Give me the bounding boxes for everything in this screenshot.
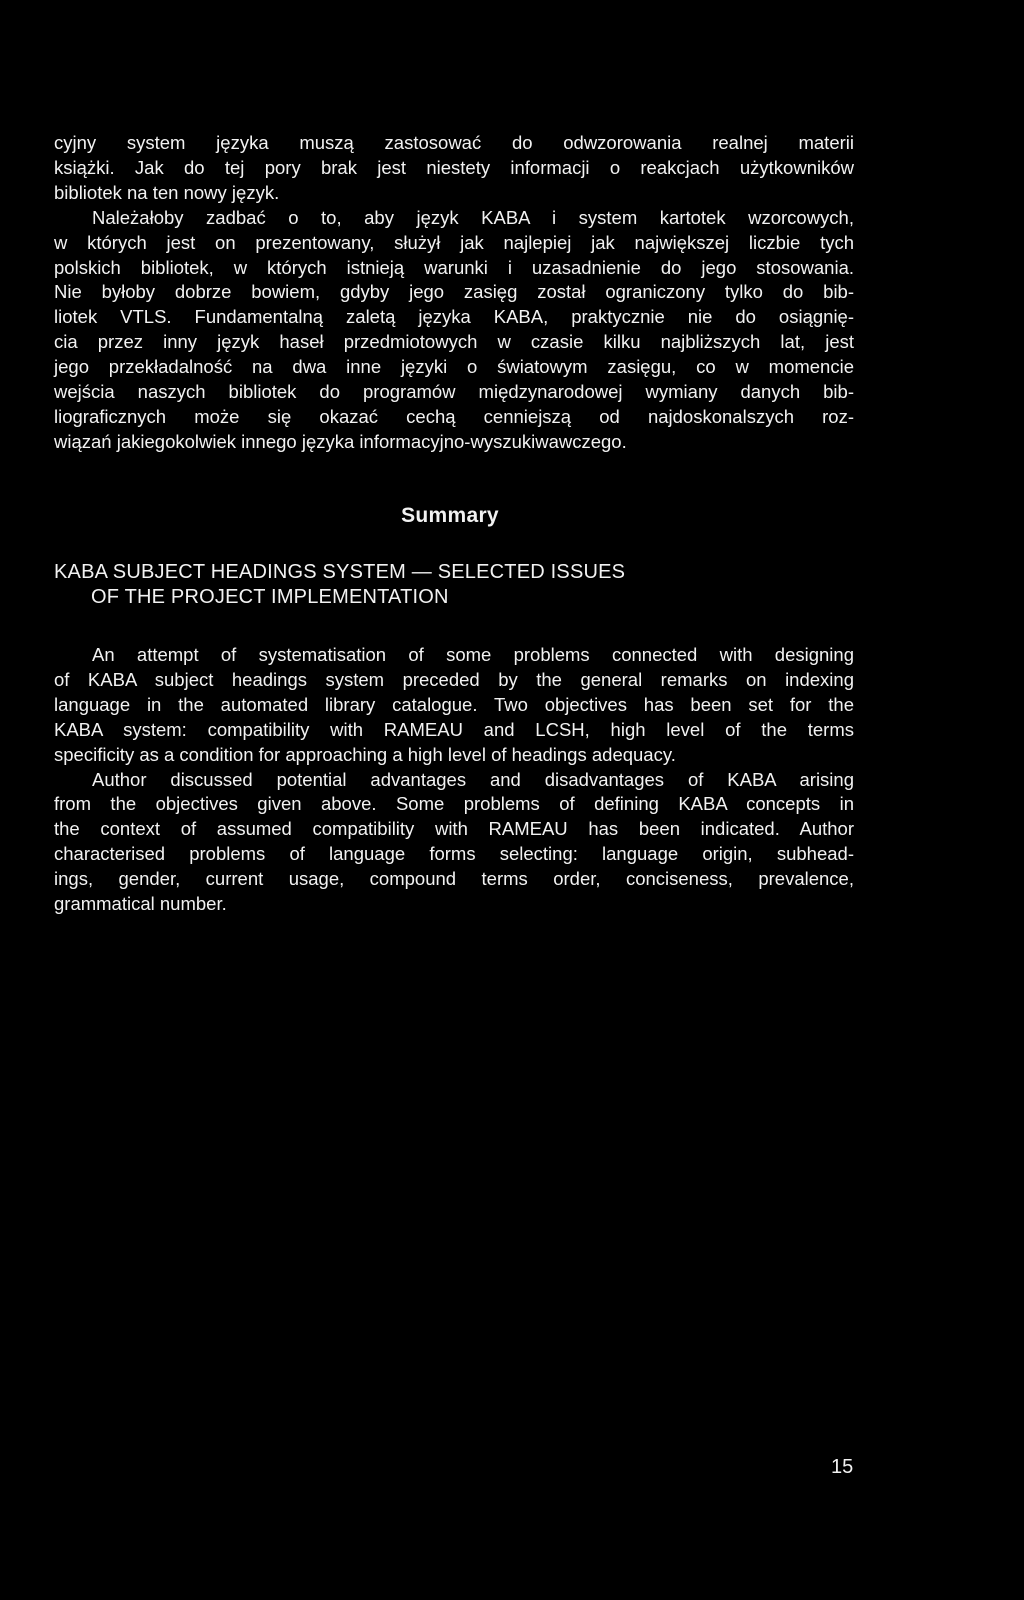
summary-body-text: [54, 643, 854, 917]
text-line: wiązań jakiegokolwiek innego języka informacyjno-wyszukiwawczego.: [54, 430, 627, 452]
text-line: KABA system: compatibility with RAMEAU and LCSH, high level of the terms: [54, 718, 854, 740]
summary-title-line-2: OF THE PROJECT IMPLEMENTATION: [91, 586, 449, 608]
text-line: grammatical number.: [54, 893, 227, 915]
text-line: liotek VTLS. Fundamentalną zaletą języka KABA, praktycznie nie do osiągnię-: [54, 306, 854, 328]
text-line: of KABA subject headings system preceded by the general remarks on indexing: [54, 668, 854, 690]
text-line: książki. Jak do tej pory brak jest niestety informacji o reakcjach użytkowników: [54, 156, 854, 178]
text-line: wejścia naszych bibliotek do programów międzynarodowej wymiany danych bib-: [54, 381, 854, 403]
text-line: ings, gender, current usage, compound terms order, conciseness, prevalence,: [54, 868, 854, 890]
text-line: characterised problems of language forms selecting: language origin, subhead-: [54, 843, 854, 865]
text-line: cyjny system języka muszą zastosować do odwzorowania realnej materii: [54, 132, 854, 153]
text-line: jego przekładalność na dwa inne języki o światowym zasięgu, co w momencie: [54, 356, 854, 378]
text-line: liograficznych może się okazać cechą cenniejszą od najdoskonalszych roz-: [54, 405, 854, 427]
text-line: An attempt of systematisation of some problems connected with designing: [92, 644, 854, 665]
text-line: specificity as a condition for approaching a high level of headings adequacy.: [54, 743, 676, 765]
text-line: Należałoby zadbać o to, aby język KABA i system kartotek wzorcowych,: [92, 206, 854, 228]
text-line: Author discussed potential advantages and disadvantages of KABA arising: [92, 768, 854, 790]
summary-heading: Summary: [401, 504, 499, 527]
text-line: from the objectives given above. Some problems of defining KABA concepts in: [54, 793, 854, 815]
text-line: w których jest on prezentowany, służył jak najlepiej jak największej liczbie tych: [54, 231, 854, 253]
polish-body-text: [54, 131, 854, 455]
text-line: bibliotek na ten nowy język.: [54, 181, 280, 203]
text-line: language in the automated library catalogue. Two objectives has been set for the: [54, 693, 854, 715]
text-line: the context of assumed compatibility with RAMEAU has been indicated. Author: [54, 818, 854, 840]
text-line: Nie byłoby dobrze bowiem, gdyby jego zasięg został ograniczony tylko do bib-: [54, 281, 854, 303]
page-number: 15: [831, 1456, 854, 1478]
text-line: polskich bibliotek, w których istnieją warunki i uzasadnienie do jego stosowania.: [54, 256, 854, 278]
summary-article-title: [54, 560, 625, 610]
text-line: cia przez inny język haseł przedmiotowych w czasie kilku najbliższych lat, jest: [54, 331, 854, 353]
summary-title-line-1: KABA SUBJECT HEADINGS SYSTEM — SELECTED ISSUES: [54, 561, 626, 583]
